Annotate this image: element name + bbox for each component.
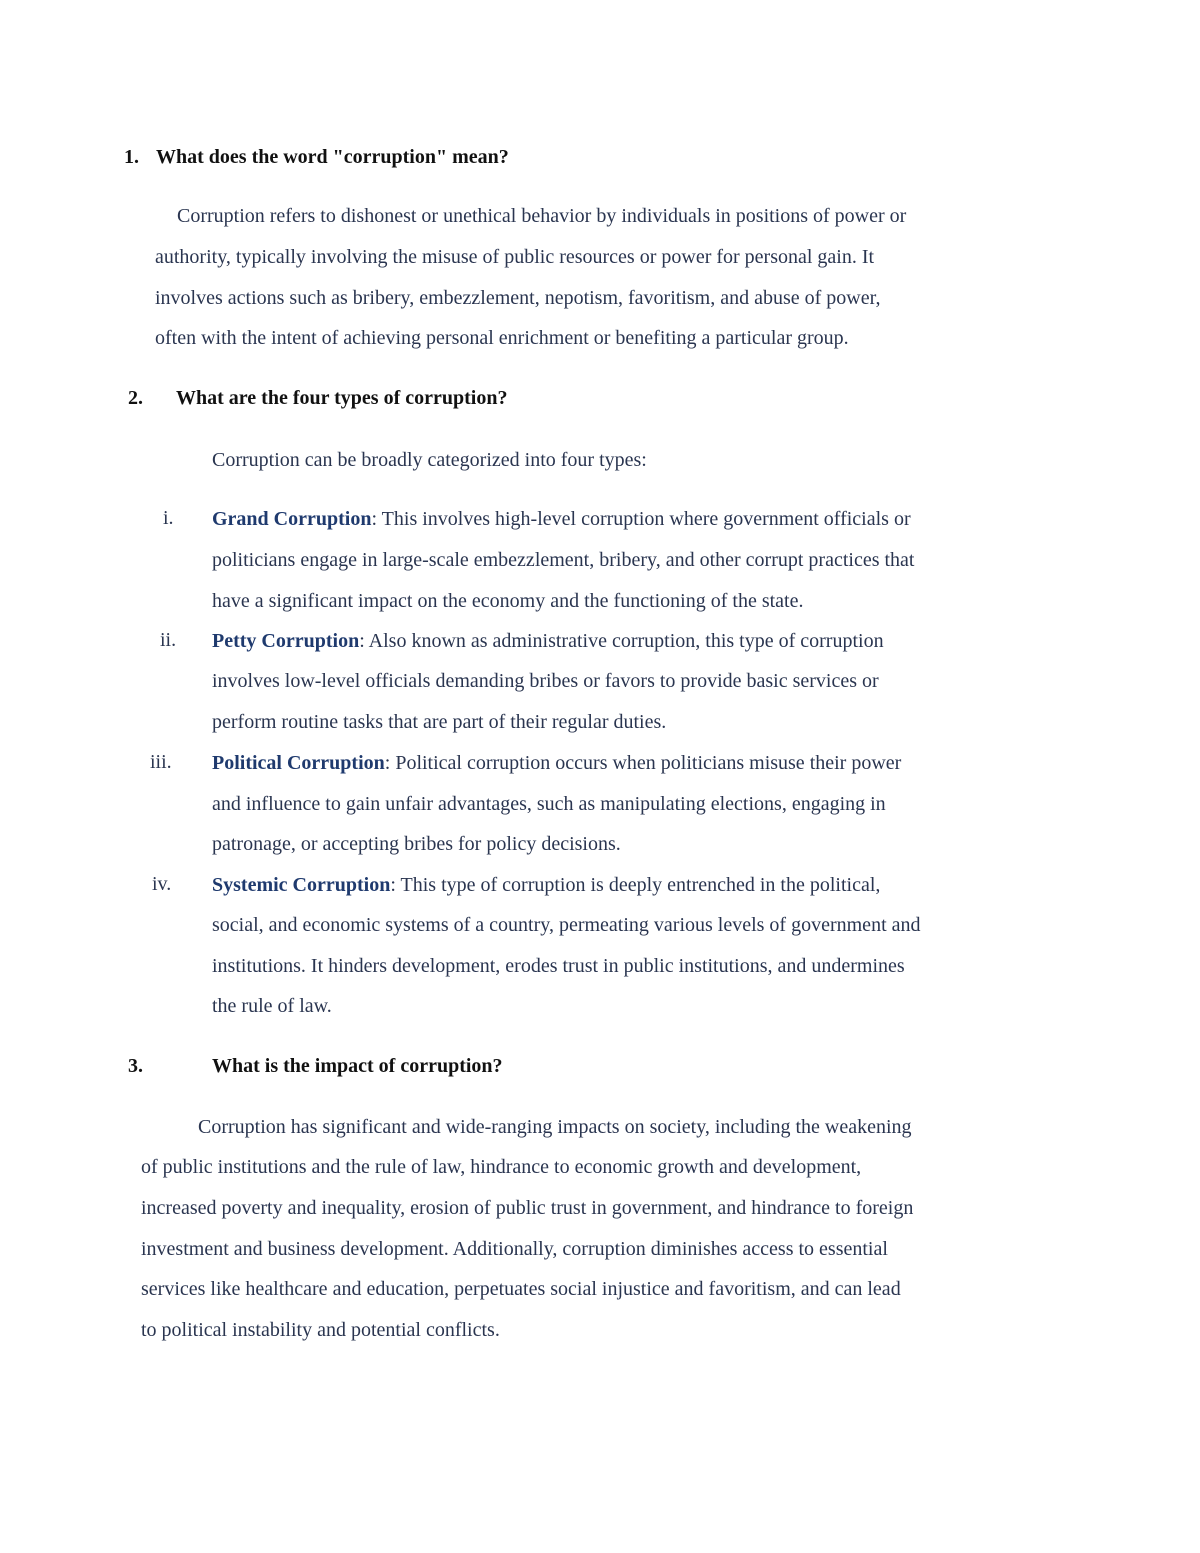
question-2-number: 2. <box>128 387 143 409</box>
type-1-first-line <box>212 507 911 531</box>
type-1-line: have a significant impact on the economy and the functioning of the state. <box>212 590 804 612</box>
type-1-text: : This involves high-level corruption where government officials or <box>371 508 911 530</box>
type-2-text: : Also known as administrative corruption, this type of corruption <box>359 630 884 652</box>
type-3-line: patronage, or accepting bribes for policy decisions. <box>212 833 621 855</box>
type-1-term: Grand Corruption <box>212 508 372 530</box>
type-4-line: the rule of law. <box>212 995 332 1017</box>
question-1-heading <box>124 146 509 169</box>
answer-3-line: to political instability and potential conflicts. <box>141 1319 500 1341</box>
answer-3-line: investment and business development. Additionally, corruption diminishes access to essential <box>141 1238 888 1260</box>
type-3-text: : Political corruption occurs when politicians misuse their power <box>384 752 902 774</box>
type-2-numeral: ii. <box>160 629 177 651</box>
type-4-line: social, and economic systems of a country, permeating various levels of government and <box>212 914 921 936</box>
type-4-term: Systemic Corruption <box>212 874 391 896</box>
answer-3-line: services like healthcare and education, perpetuates social injustice and favoritism, and can lead <box>141 1278 901 1300</box>
answer-1-line: involves actions such as bribery, embezzlement, nepotism, favoritism, and abuse of power, <box>155 287 881 309</box>
type-2-line: involves low-level officials demanding bribes or favors to provide basic services or <box>212 670 879 692</box>
type-3-first-line <box>212 751 901 775</box>
type-4-line: institutions. It hinders development, erodes trust in public institutions, and undermines <box>212 955 905 977</box>
question-1-number: 1. <box>124 146 139 168</box>
answer-1-line: often with the intent of achieving personal enrichment or benefiting a particular group. <box>155 327 849 349</box>
type-3-term: Political Corruption <box>212 752 385 774</box>
question-1-text: What does the word "corruption" mean? <box>156 146 509 168</box>
answer-1-line: Corruption refers to dishonest or unethical behavior by individuals in positions of power or <box>177 205 907 227</box>
type-3-numeral: iii. <box>150 751 172 773</box>
type-3-line: and influence to gain unfair advantages, such as manipulating elections, engaging in <box>212 793 886 815</box>
type-4-text: : This type of corruption is deeply entrenched in the political, <box>390 874 881 896</box>
type-2-first-line <box>212 629 884 653</box>
type-2-line: perform routine tasks that are part of their regular duties. <box>212 711 667 733</box>
answer-3-line: Corruption has significant and wide-ranging impacts on society, including the weakening <box>198 1116 912 1138</box>
answer-3-line: of public institutions and the rule of law, hindrance to economic growth and development, <box>141 1156 862 1178</box>
type-4-first-line <box>212 873 880 897</box>
type-2-term: Petty Corruption <box>212 630 360 652</box>
type-1-numeral: i. <box>163 507 174 529</box>
question-3-text: What is the impact of corruption? <box>212 1055 503 1077</box>
question-3-heading <box>128 1055 503 1078</box>
question-2-text: What are the four types of corruption? <box>176 387 508 409</box>
type-1-line: politicians engage in large-scale embezzlement, bribery, and other corrupt practices that <box>212 549 915 571</box>
answer-1-line: authority, typically involving the misuse of public resources or power for personal gain. It <box>155 246 875 268</box>
types-intro: Corruption can be broadly categorized into four types: <box>212 449 647 471</box>
answer-3-line: increased poverty and inequality, erosion of public trust in government, and hindrance to foreign <box>141 1197 914 1219</box>
question-2-heading <box>128 387 507 410</box>
question-3-number: 3. <box>128 1055 143 1077</box>
type-4-numeral: iv. <box>152 873 172 895</box>
